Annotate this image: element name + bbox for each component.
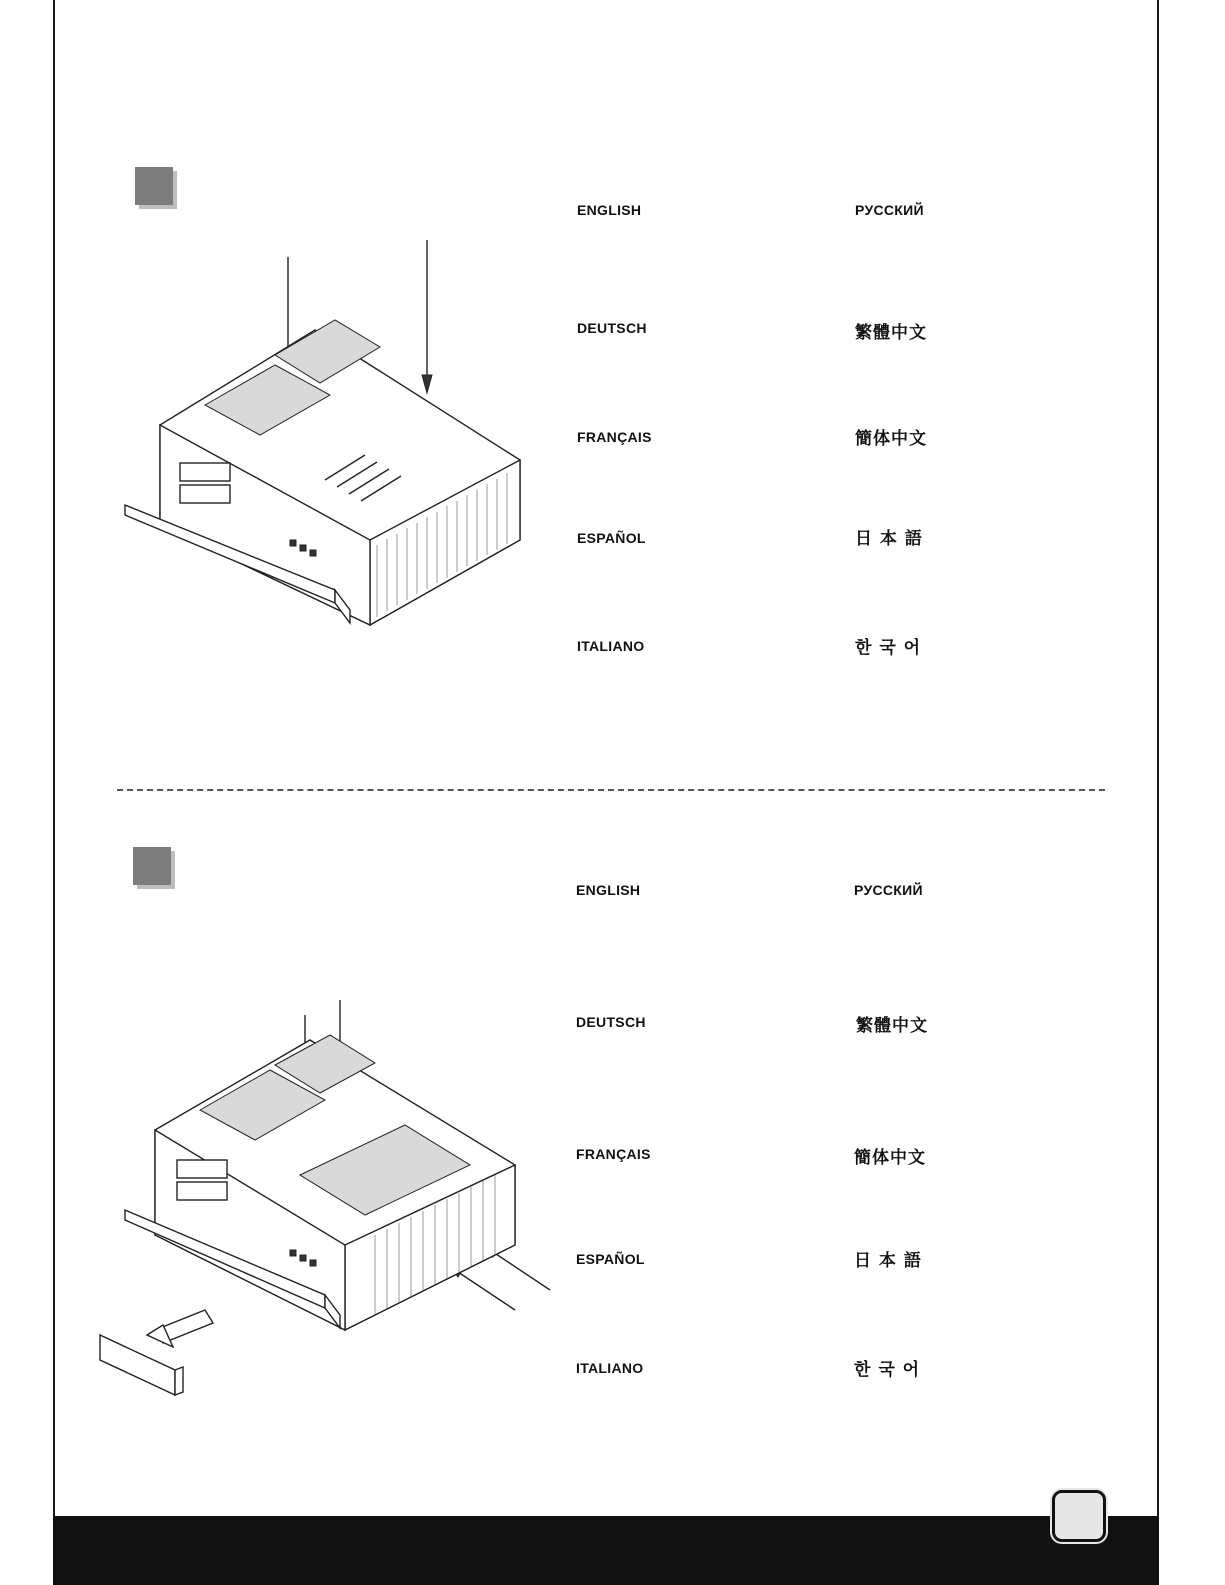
section-divider bbox=[117, 789, 1105, 791]
lang-deutsch: DEUTSCH bbox=[576, 1014, 646, 1030]
lang-english: ENGLISH bbox=[576, 882, 641, 898]
step-2-chassis-illustration bbox=[95, 995, 555, 1410]
lang-english: ENGLISH bbox=[577, 202, 642, 218]
lang-italiano: ITALIANO bbox=[577, 638, 645, 654]
lang-espanol: ESPAÑOL bbox=[576, 1251, 645, 1267]
lang-francais: FRANÇAIS bbox=[577, 429, 652, 445]
lang-japanese: 日 本 語 bbox=[855, 529, 923, 549]
lang-simplified-chinese: 簡体中文 bbox=[854, 1148, 926, 1168]
lang-korean: 한 국 어 bbox=[854, 1360, 921, 1380]
lang-espanol: ESPAÑOL bbox=[577, 530, 646, 546]
step-1-badge bbox=[135, 167, 181, 213]
lang-francais: FRANÇAIS bbox=[576, 1146, 651, 1162]
lang-russian: РУССКИЙ bbox=[855, 202, 924, 218]
lang-deutsch: DEUTSCH bbox=[577, 320, 647, 336]
step-1-chassis-illustration bbox=[115, 235, 535, 635]
lang-traditional-chinese: 繁體中文 bbox=[855, 323, 927, 343]
lang-italiano: ITALIANO bbox=[576, 1360, 644, 1376]
lang-traditional-chinese: 繁體中文 bbox=[856, 1016, 928, 1036]
page-number-box bbox=[1052, 1490, 1106, 1542]
lang-simplified-chinese: 簡体中文 bbox=[855, 429, 927, 449]
lang-korean: 한 국 어 bbox=[855, 638, 922, 658]
footer-bar bbox=[53, 1516, 1159, 1585]
lang-russian: РУССКИЙ bbox=[854, 882, 923, 898]
lang-japanese: 日 本 語 bbox=[854, 1251, 922, 1271]
step-2-badge bbox=[133, 847, 179, 893]
